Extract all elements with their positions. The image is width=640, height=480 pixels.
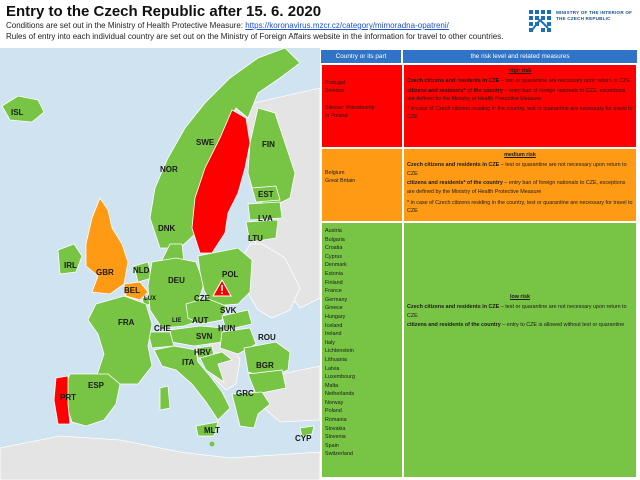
label-nor: NOR xyxy=(160,165,178,174)
high-country-1: Sweden xyxy=(325,88,345,95)
medium-p1-rest: – test or quarantine are not necessary upon return to CZE xyxy=(407,162,627,177)
low-risk-countries xyxy=(321,222,403,478)
label-prt: PRT xyxy=(60,393,76,402)
label-svk: SVK xyxy=(220,306,237,315)
low-country-19: Netherlands xyxy=(325,391,355,398)
medium-risk-p1 xyxy=(407,161,633,178)
label-hrv: HRV xyxy=(194,348,211,357)
label-lie: LIE xyxy=(172,318,182,324)
low-country-1: Bulgaria xyxy=(325,236,345,243)
medium-risk-p2 xyxy=(407,179,633,196)
high-risk-p3: * in case of Czech citizens residing in the country, test or quarantine are necessary for travel to CZE xyxy=(407,105,633,121)
low-country-21: Poland xyxy=(325,408,342,415)
medium-risk-countries xyxy=(321,148,403,222)
label-gbr: GBR xyxy=(96,268,114,277)
label-hun: HUN xyxy=(218,324,236,333)
medium-risk-measures xyxy=(403,148,637,222)
label-irl: IRL xyxy=(64,261,77,270)
medium-risk-title: medium risk xyxy=(504,152,536,158)
low-country-20: Norway xyxy=(325,399,344,406)
sardinia-land xyxy=(160,386,170,410)
label-aut: AUT xyxy=(192,316,209,325)
label-swe: SWE xyxy=(196,138,215,147)
ministry-logo xyxy=(528,6,636,36)
low-p1-rest: – test or quarantine are not necessary upon return to CZE xyxy=(407,304,627,319)
high-country-4: in Poland xyxy=(325,113,348,120)
low-country-6: Finland xyxy=(325,279,343,286)
low-risk-measures xyxy=(403,222,637,478)
label-nld: NLD xyxy=(133,266,150,275)
low-country-7: France xyxy=(325,288,342,295)
label-pol: POL xyxy=(222,270,239,279)
medium-risk-p3: * in case of Czech citizens residing in the country, test or quarantine are necessary for travel to CZE xyxy=(407,200,633,215)
great-britain-land xyxy=(86,198,128,294)
france-land xyxy=(88,296,152,384)
low-p2-rest: – entry to CZE is allowed without test or quarantine xyxy=(500,322,625,329)
low-country-13: Italy xyxy=(325,339,335,346)
high-risk-measures xyxy=(403,64,637,148)
low-country-18: Malta xyxy=(325,382,339,389)
low-country-14: Lichtenstein xyxy=(325,348,354,355)
low-country-24: Slovenia xyxy=(325,434,346,441)
conditions-text: Conditions are set out in the Ministry of Health Protective Measure: xyxy=(6,21,246,30)
label-deu: DEU xyxy=(168,276,185,285)
low-country-25: Spain xyxy=(325,442,339,449)
rules-line: Rules of entry into each individual country are set out on the Ministry of Foreign Affairs website in the information for travel to other countries. xyxy=(6,32,504,41)
high-risk-p2 xyxy=(407,87,633,104)
high-country-3: Silesian Voivodeship xyxy=(325,104,375,111)
header xyxy=(0,0,640,48)
label-ita: ITA xyxy=(182,358,195,367)
label-cyp: CYP xyxy=(295,434,312,443)
ministry-logo-icon xyxy=(528,8,554,34)
low-country-16: Latvia xyxy=(325,365,340,372)
high-country-0: Portugal xyxy=(325,80,346,86)
label-grc: GRC xyxy=(236,389,254,398)
label-fra: FRA xyxy=(118,318,135,327)
medium-p1-bold: Czech citizens and residents in CZE xyxy=(407,162,500,169)
label-lux: LUX xyxy=(144,296,156,302)
low-country-9: Greece xyxy=(325,305,343,312)
map-svg xyxy=(0,48,320,480)
low-risk-title: low risk xyxy=(509,294,531,300)
high-risk-p1 xyxy=(407,77,633,85)
label-ltu: LTU xyxy=(248,234,263,243)
low-country-8: Germany xyxy=(325,296,348,303)
high-p2-rest: – entry ban of foreign nationals to CZE, exceptions are defined by the Ministry of Health Protective Measure xyxy=(407,87,626,103)
label-bgr: BGR xyxy=(256,361,274,370)
low-country-17: Luxembourg xyxy=(325,374,355,381)
label-esp: ESP xyxy=(88,381,105,390)
label-bel: BEL xyxy=(124,286,140,295)
low-country-4: Denmark xyxy=(325,262,347,269)
medium-country-0: Belgium xyxy=(325,170,345,176)
low-country-2: Croatia xyxy=(325,245,343,252)
label-rou: ROU xyxy=(258,333,276,342)
medium-p2-rest: – entry ban of foreign nationals to CZE, exceptions are defined by the Ministry of Health Protective Measure xyxy=(407,180,626,195)
label-dnk: DNK xyxy=(158,224,176,233)
low-country-11: Iceland xyxy=(325,322,343,329)
switzerland-land xyxy=(148,332,174,348)
low-country-26: Switzerland xyxy=(325,451,353,458)
conditions-line xyxy=(6,21,449,30)
north-africa-land xyxy=(0,436,320,480)
low-country-3: Cyprus xyxy=(325,253,343,260)
label-lva: LVA xyxy=(258,214,273,223)
label-cze: CZE xyxy=(194,294,210,303)
low-country-12: Ireland xyxy=(325,331,342,338)
low-country-10: Hungary xyxy=(325,313,346,320)
europe-map xyxy=(0,48,320,480)
low-country-15: Lithuania xyxy=(325,356,347,363)
malta-land xyxy=(210,442,215,447)
low-p1-bold: Czech citizens and residents in CZE xyxy=(407,304,500,311)
high-risk-title: high risk xyxy=(508,68,532,74)
legend-header-country: Country or its part xyxy=(321,50,401,63)
low-risk-p1 xyxy=(407,303,633,320)
label-che: CHE xyxy=(154,324,171,333)
high-p2-bold: citizens and residents* of the country xyxy=(407,87,503,94)
ministry-logo-text: MINISTRY OF THE INTERIOR OF THE CZECH REPUBLIC xyxy=(556,10,633,21)
low-risk-p2 xyxy=(407,321,633,329)
medium-p2-bold: citizens and residents* of the country xyxy=(407,180,503,187)
conditions-link[interactable]: https://koronavirus.mzcr.cz/category/mimoradna-opatreni/ xyxy=(245,21,449,30)
label-isl: ISL xyxy=(11,108,24,117)
page-title: Entry to the Czech Republic after 15. 6. 2020 xyxy=(6,3,322,20)
low-country-5: Estonia xyxy=(325,270,343,277)
high-p1-bold: Czech citizens and residents in CZE xyxy=(407,78,500,85)
low-country-22: Romania xyxy=(325,417,347,424)
high-risk-countries xyxy=(321,64,403,148)
label-fin: FIN xyxy=(262,140,275,149)
low-country-23: Slovakia xyxy=(325,425,346,432)
label-svn: SVN xyxy=(196,332,213,341)
high-country-2 xyxy=(325,96,399,104)
label-mlt: MLT xyxy=(204,426,220,435)
high-p1-rest: – test or quarantine are necessary upon return to CZE xyxy=(499,78,630,85)
medium-country-1: Great Britain xyxy=(325,178,356,185)
low-p2-bold: citizens and residents of the country xyxy=(407,322,501,329)
label-est: EST xyxy=(258,190,274,199)
legend-header-risk: the risk level and related measures xyxy=(403,50,637,63)
low-country-0: Austria xyxy=(325,228,342,234)
risk-legend-table xyxy=(320,48,638,478)
